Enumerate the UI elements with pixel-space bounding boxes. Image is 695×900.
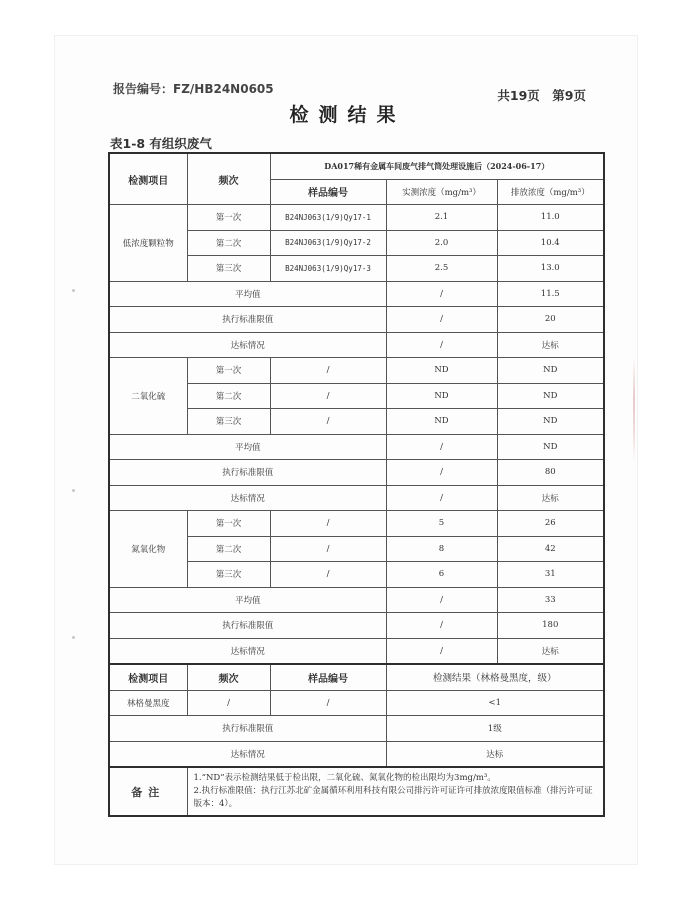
summary-measured: / xyxy=(386,613,497,639)
emission-cell: ND xyxy=(497,409,604,435)
sample-cell: / xyxy=(270,536,386,562)
summary-label: 执行标准限值 xyxy=(109,307,386,333)
summary-row xyxy=(109,281,604,307)
measured-cell: 2.1 xyxy=(386,205,497,231)
summary-measured: / xyxy=(386,434,497,460)
col-header-facility: DA017稀有金属车间废气排气筒处理设施后（2024-06-17） xyxy=(270,153,604,179)
emission-cell: 11.0 xyxy=(497,205,604,231)
frequency-cell: 第三次 xyxy=(187,562,270,588)
col-header-sample: 样品编号 xyxy=(270,179,386,205)
emission-cell: 13.0 xyxy=(497,256,604,282)
scan-edge-mark xyxy=(633,355,635,465)
summary-emission: 80 xyxy=(497,460,604,486)
ringelmann-header-sample: 样品编号 xyxy=(270,664,386,690)
item-name: 低浓度颗粒物 xyxy=(109,205,187,282)
summary-emission: ND xyxy=(497,434,604,460)
summary-emission: 11.5 xyxy=(497,281,604,307)
item-name: 二氧化硫 xyxy=(109,358,187,435)
summary-emission: 180 xyxy=(497,613,604,639)
measured-cell: 8 xyxy=(386,536,497,562)
summary-measured: / xyxy=(386,332,497,358)
sample-cell: B24NJ063(1/9)Qy17-2 xyxy=(270,230,386,256)
ringelmann-header-frequency: 频次 xyxy=(187,664,270,690)
summary-measured: / xyxy=(386,307,497,333)
measured-cell: 2.0 xyxy=(386,230,497,256)
table-title: 表1-8 有组织废气 xyxy=(110,136,212,151)
note-line-2: 2.执行标准限值：执行江苏北矿金属循环利用科技有限公司排污许可证许可排放浓度限值标准（排污许可证版本：4）。 xyxy=(193,786,593,809)
sample-cell: / xyxy=(270,562,386,588)
sample-cell: / xyxy=(270,358,386,384)
summary-measured: / xyxy=(386,638,497,664)
ringelmann-name: 林格曼黑度 xyxy=(109,690,187,716)
summary-row xyxy=(109,434,604,460)
ringelmann-status-value: 达标 xyxy=(386,741,604,767)
table-row xyxy=(109,511,604,537)
page-info: 共19页 第9页 xyxy=(497,88,586,103)
summary-label: 平均值 xyxy=(109,587,386,613)
notes-row xyxy=(109,767,604,816)
notes-label: 备注 xyxy=(109,767,187,816)
table-row xyxy=(109,358,604,384)
summary-row xyxy=(109,460,604,486)
col-header-item: 检测项目 xyxy=(109,153,187,205)
emission-cell: 26 xyxy=(497,511,604,537)
sample-cell: / xyxy=(270,409,386,435)
ringelmann-limit-value: 1级 xyxy=(386,716,604,742)
summary-label: 执行标准限值 xyxy=(109,613,386,639)
table-row xyxy=(109,205,604,231)
summary-measured: / xyxy=(386,281,497,307)
note-line-1: 1.“ND”表示检测结果低于检出限，二氧化硫、氮氧化物的检出限均为3mg/m³。 xyxy=(193,773,496,783)
ringelmann-row xyxy=(109,690,604,716)
col-header-frequency: 频次 xyxy=(187,153,270,205)
col-header-measured: 实测浓度（mg/m³） xyxy=(386,179,497,205)
sample-cell: B24NJ063(1/9)Qy17-3 xyxy=(270,256,386,282)
summary-emission: 20 xyxy=(497,307,604,333)
frequency-cell: 第二次 xyxy=(187,230,270,256)
summary-row xyxy=(109,485,604,511)
ringelmann-status-label: 达标情况 xyxy=(109,741,386,767)
measured-cell: ND xyxy=(386,409,497,435)
frequency-cell: 第一次 xyxy=(187,205,270,231)
ringelmann-header-item: 检测项目 xyxy=(109,664,187,690)
frequency-cell: 第一次 xyxy=(187,358,270,384)
sample-cell: B24NJ063(1/9)Qy17-1 xyxy=(270,205,386,231)
summary-row xyxy=(109,638,604,664)
summary-emission: 达标 xyxy=(497,485,604,511)
emission-cell: 42 xyxy=(497,536,604,562)
ringelmann-result: <1 xyxy=(386,690,604,716)
document-title: 检测结果 xyxy=(289,104,406,126)
summary-measured: / xyxy=(386,485,497,511)
sample-cell: / xyxy=(270,511,386,537)
frequency-cell: 第二次 xyxy=(187,383,270,409)
emission-cell: 10.4 xyxy=(497,230,604,256)
summary-row xyxy=(109,613,604,639)
summary-label: 达标情况 xyxy=(109,332,386,358)
ringelmann-limit-row xyxy=(109,716,604,742)
measured-cell: ND xyxy=(386,358,497,384)
scan-speck xyxy=(72,289,75,292)
frequency-cell: 第二次 xyxy=(187,536,270,562)
sample-cell: / xyxy=(270,383,386,409)
measured-cell: 6 xyxy=(386,562,497,588)
results-table xyxy=(108,152,605,817)
ringelmann-header-row xyxy=(109,664,604,690)
frequency-cell: 第一次 xyxy=(187,511,270,537)
summary-label: 平均值 xyxy=(109,434,386,460)
summary-label: 达标情况 xyxy=(109,638,386,664)
ringelmann-frequency: / xyxy=(187,690,270,716)
ringelmann-sample: / xyxy=(270,690,386,716)
ringelmann-limit-label: 执行标准限值 xyxy=(109,716,386,742)
emission-cell: ND xyxy=(497,383,604,409)
measured-cell: 5 xyxy=(386,511,497,537)
notes-content xyxy=(187,767,604,816)
summary-emission: 33 xyxy=(497,587,604,613)
summary-row xyxy=(109,307,604,333)
ringelmann-status-row xyxy=(109,741,604,767)
summary-measured: / xyxy=(386,460,497,486)
summary-label: 执行标准限值 xyxy=(109,460,386,486)
measured-cell: 2.5 xyxy=(386,256,497,282)
col-header-emission: 排放浓度（mg/m³） xyxy=(497,179,604,205)
item-name: 氮氧化物 xyxy=(109,511,187,588)
scan-speck xyxy=(72,489,75,492)
summary-label: 达标情况 xyxy=(109,485,386,511)
summary-row xyxy=(109,587,604,613)
summary-label: 平均值 xyxy=(109,281,386,307)
emission-cell: ND xyxy=(497,358,604,384)
header-row xyxy=(109,153,604,179)
frequency-cell: 第三次 xyxy=(187,256,270,282)
summary-measured: / xyxy=(386,587,497,613)
ringelmann-header-result: 检测结果（林格曼黑度，级） xyxy=(386,664,604,690)
scan-speck xyxy=(72,636,75,639)
emission-cell: 31 xyxy=(497,562,604,588)
summary-emission: 达标 xyxy=(497,332,604,358)
report-number: 报告编号：FZ/HB24N0605 xyxy=(113,82,274,96)
measured-cell: ND xyxy=(386,383,497,409)
frequency-cell: 第三次 xyxy=(187,409,270,435)
summary-row xyxy=(109,332,604,358)
summary-emission: 达标 xyxy=(497,638,604,664)
